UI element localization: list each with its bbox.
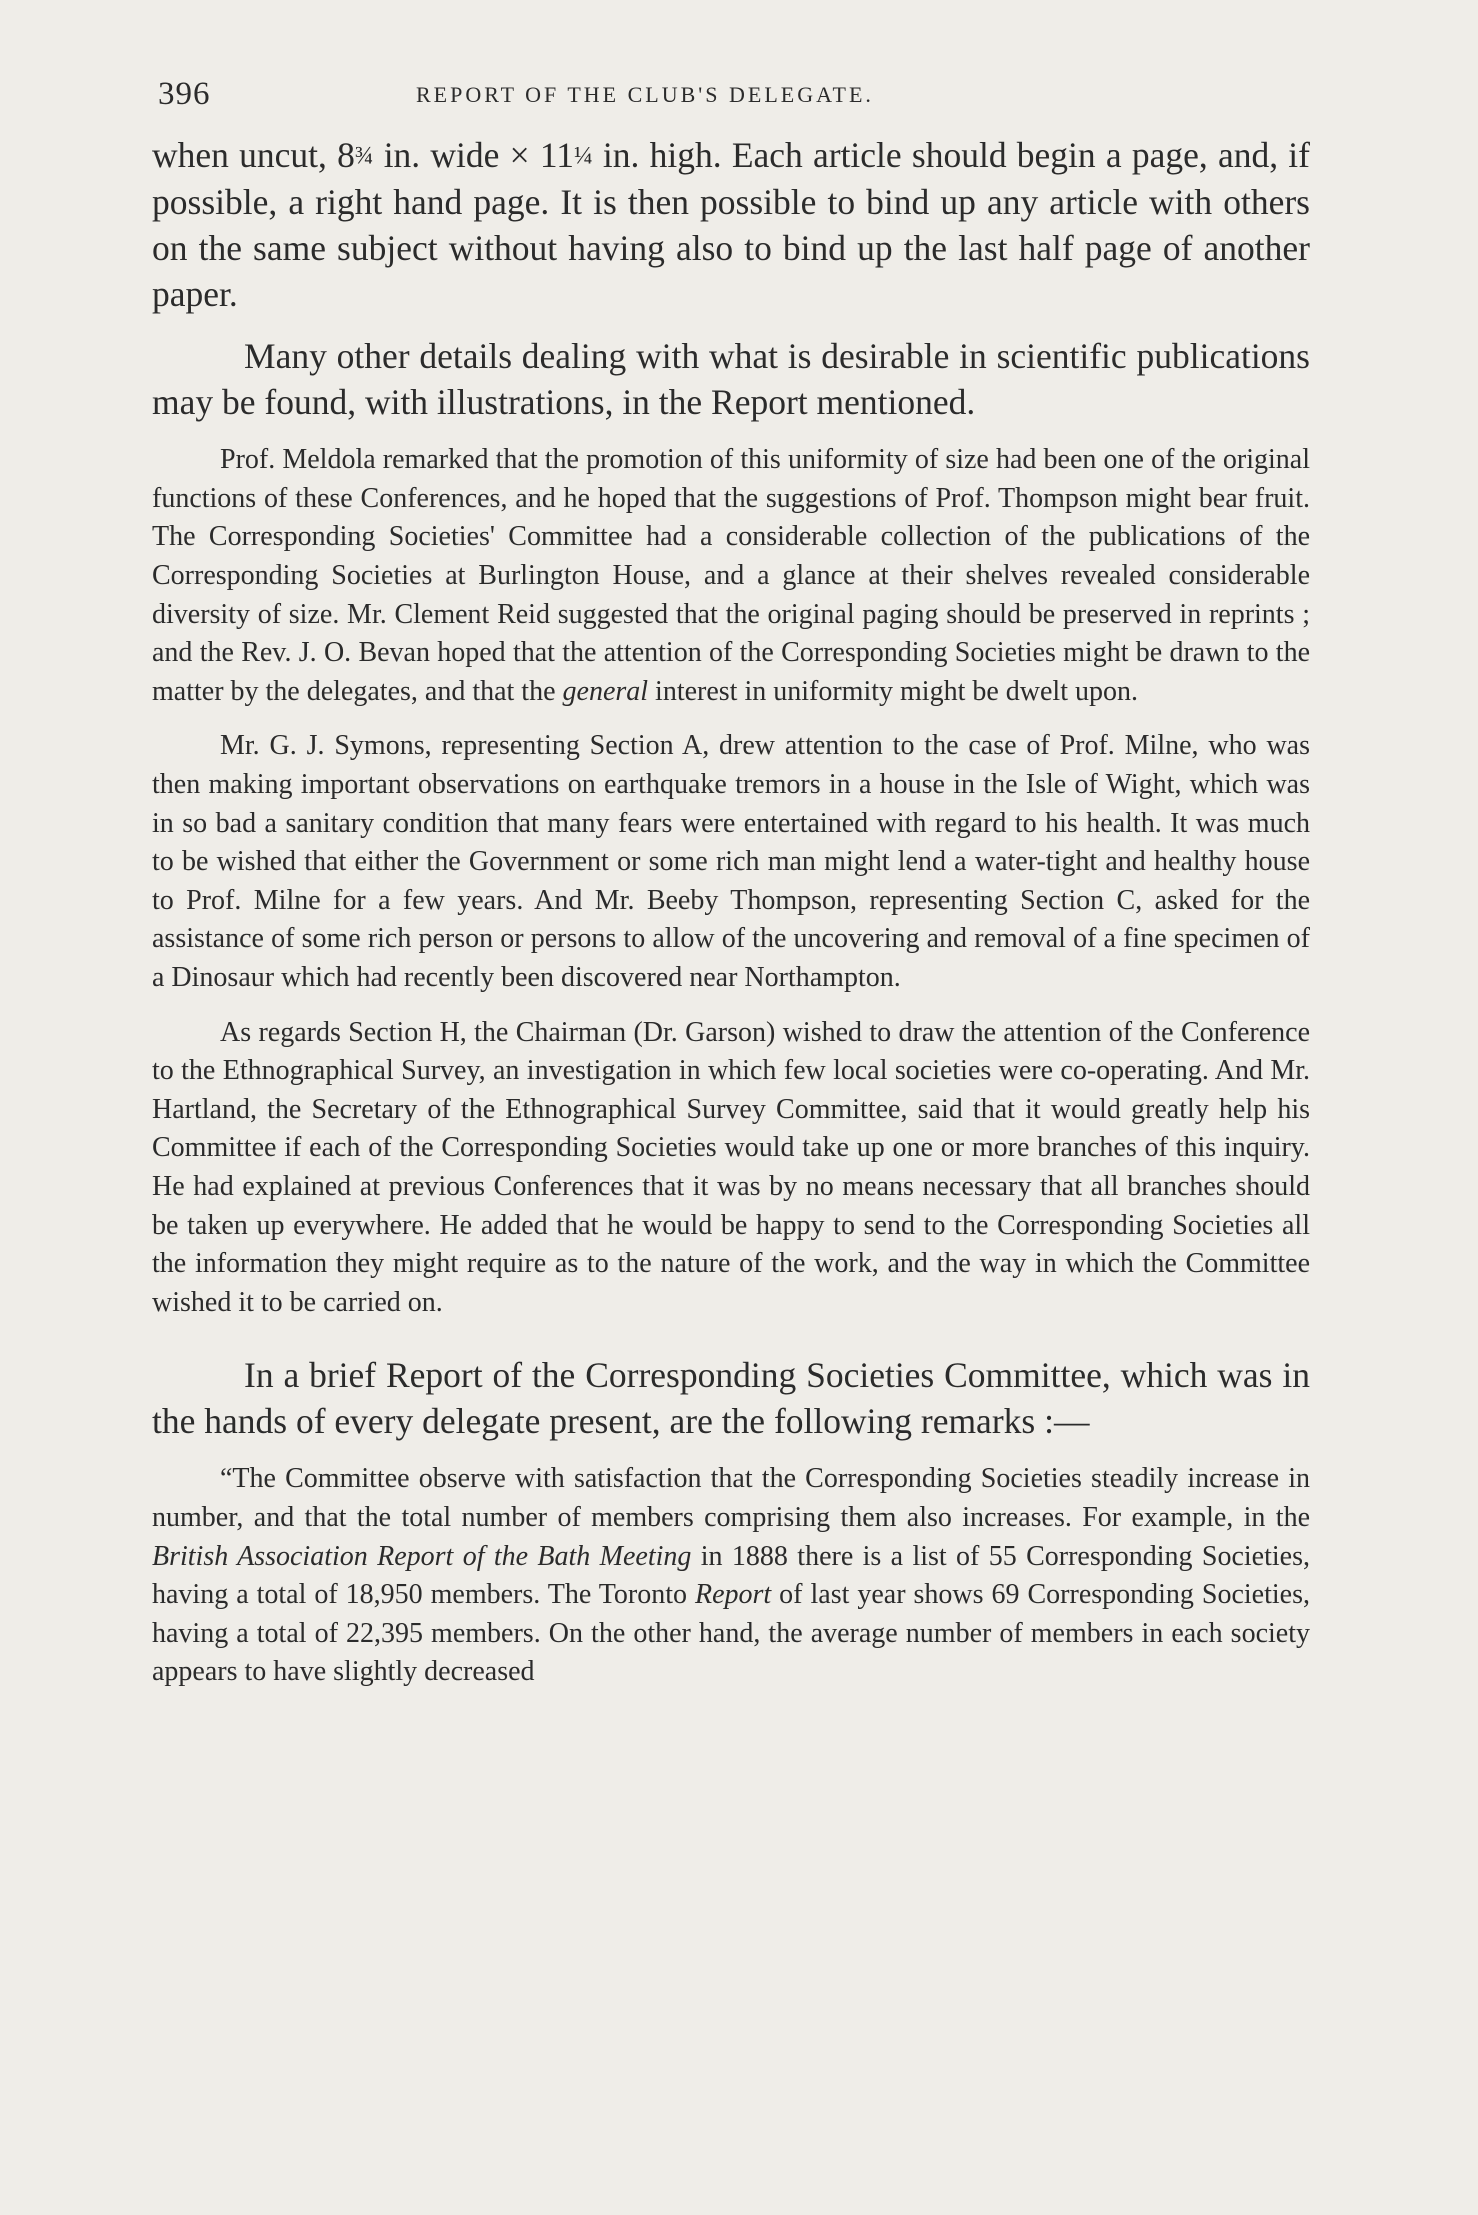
document-page	[152, 72, 1310, 1692]
italic-text: Report	[694, 1579, 772, 1611]
text-run: in 1888 there is a list of 55 Corresponding Societies, having a total of 18,950 members. The Toronto	[152, 1540, 1310, 1611]
text-run: in. wide × 11	[373, 135, 575, 175]
text-run: when uncut, 8	[152, 135, 355, 175]
italic-text: general	[562, 675, 649, 707]
text-run: interest in uniformity might be dwelt upon.	[648, 675, 1138, 707]
text-run: Prof. Meldola remarked that the promotion of this uniformity of size had been one of the original functions of these Conferences, and he hoped that the suggestions of Prof. Thompson might bear fruit. The Corresponding Societies' Committee had a considerable collection of the publications of the Corresponding Societies at Burlington House, and a glance at their shelves revealed considerable diversity of size. Mr. Clement Reid suggested that the original paging should be preserved in reprints ; and the Rev. J. O. Bevan hoped that the attention of the Corresponding Societies might be drawn to the matter by the delegates, and that the	[152, 444, 1310, 707]
text-run: of last year shows 69 Corresponding Societies, having a total of 22,395 members. On the other hand, the average number of members in each society appears to have slightly decreased	[152, 1579, 1310, 1688]
paragraph-meldola	[152, 441, 1310, 711]
paragraph-section-h: As regards Section H, the Chairman (Dr. Garson) wished to draw the attention of the Conference to the Ethnographical Survey, an investigation in which few local societies were co-operating. And Mr. Hartland, the Secretary of the Ethnographical Survey Committee, said that it would greatly help his Committee if each of the Corresponding Societies would take up one or more branches of this inquiry. He had explained at previous Conferences that it was by no means necessary that all branches should be taken up everywhere. He added that he would be happy to send to the Corresponding Societies all the information they might require as to the nature of the work, and the way in which the Committee wished it to be carried on.	[152, 1016, 1310, 1318]
text-run: in. high. Each article should begin a page, and, if possible, a right hand page. It is then possible to bind up any article with others on the same subject without having also to bind up the last half page of another paper.	[152, 135, 1310, 315]
paragraph-symons: Mr. G. J. Symons, representing Section A, drew attention to the case of Prof. Milne, who was then making important observations on earthquake tremors in a house in the Isle of Wight, which was in so bad a sanitary condition that many fears were entertained with regard to his health. It was much to be wished that either the Government or some rich man might lend a water-tight and healthy house to Prof. Milne for a few years. And Mr. Beeby Thompson, representing Section C, asked for the assistance of some rich person or persons to allow of the uncovering and removal of a fine specimen of a Dinosaur which had recently been discovered near Northampton.	[152, 730, 1310, 993]
italic-text: British Association Report of the Bath Meeting	[152, 1540, 692, 1572]
paragraph-brief-report: In a brief Report of the Corresponding Societies Committee, which was in the hands of every delegate present, are the following remarks :—	[152, 1355, 1310, 1442]
fraction: ¼	[574, 142, 593, 170]
running-header	[152, 72, 1310, 132]
paragraph-other-details: Many other details dealing with what is desirable in scientific publications may be found, with illustrations, in the Report mentioned.	[152, 336, 1310, 423]
page-number: 396	[158, 76, 211, 112]
paragraph-committee-quote	[152, 1460, 1310, 1692]
running-title: REPORT OF THE CLUB'S DELEGATE.	[416, 82, 874, 107]
paragraph-page-size	[152, 132, 1310, 317]
text-run: “The Committee observe with satisfaction that the Corresponding Societies steadily increase in number, and that the total number of members comprising them also increases. For example, in the	[152, 1463, 1310, 1533]
fraction: ¾	[354, 142, 374, 170]
